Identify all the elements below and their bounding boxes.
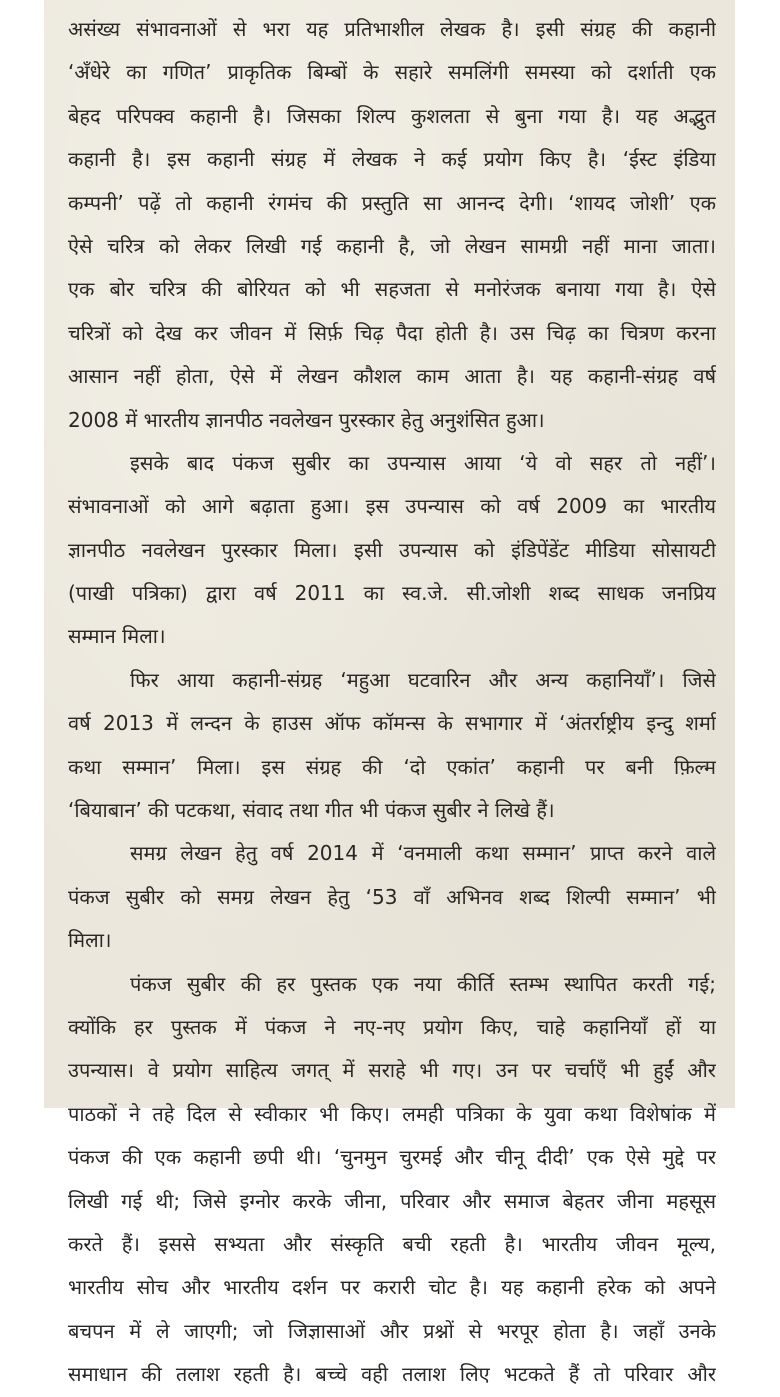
text-line: समाधान की तलाश रहती है। बच्चे वही तलाश लिए भटकते हैं तो परिवार और	[68, 1362, 716, 1387]
text-line: ‘अँधेरे का गणित’ प्राकृतिक बिम्बों के सहारे समलिंगी समस्या को दर्शाती एक	[68, 60, 716, 85]
text-line: इसके बाद पंकज सुबीर का उपन्यास आया ‘ये वो सहर तो नहीं’।	[130, 450, 716, 475]
text-line: उपन्यास। वे प्रयोग साहित्य जगत् में सराहे भी गए। उन पर चर्चाएँ भी हुईं और	[68, 1058, 716, 1083]
text-line: एक बोर चरित्र की बोरियत को भी सहजता से मनोरंजक बनाया गया है। ऐसे	[68, 277, 716, 302]
text-line: असंख्य संभावनाओं से भरा यह प्रतिभाशील लेखक है। इसी संग्रह की कहानी	[68, 17, 716, 41]
text-line: ऐसे चरित्र को लेकर लिखी गई कहानी है, जो लेखन सामग्री नहीं माना जाता।	[68, 233, 716, 258]
text-line: संभावनाओं को आगे बढ़ाता हुआ। इस उपन्यास को वर्ष 2009 का भारतीय	[68, 494, 716, 519]
text-line: लिखी गई थी; जिसे इग्नोर करके जीना, परिवार और समाज बेहतर जीना महसूस	[68, 1188, 716, 1213]
text-line: मिला।	[68, 928, 112, 953]
text-line: समग्र लेखन हेतु वर्ष 2014 में ‘वनमाली कथा सम्मान’ प्राप्त करने वाले	[130, 841, 716, 866]
text-line: बचपन में ले जाएगी; जो जिज्ञासाओं और प्रश्नों से भरपूर होता है। जहाँ उनके	[68, 1318, 716, 1343]
text-line: भारतीय सोच और भारतीय दर्शन पर करारी चोट है। यह कहानी हरेक को अपने	[68, 1275, 716, 1300]
text-line: कम्पनी’ पढ़ें तो कहानी रंगमंच की प्रस्तुति सा आनन्द देगी। ‘शायद जोशी’ एक	[68, 190, 716, 215]
text-line: करते हैं। इससे सभ्यता और संस्कृति बची रहती है। भारतीय जीवन मूल्य,	[68, 1231, 716, 1256]
text-line: बेहद परिपक्व कहानी है। जिसका शिल्प कुशलता से बुना गया है। यह अद्भुत	[68, 103, 716, 128]
text-line: 2008 में भारतीय ज्ञानपीठ नवलेखन पुरस्कार हेतु अनुशंसित हुआ।	[68, 407, 545, 432]
text-line: क्योंकि हर पुस्तक में पंकज ने नए-नए प्रयोग किए, चाहे कहानियाँ हों या	[68, 1014, 716, 1039]
text-line: कथा सम्मान’ मिला। इस संग्रह की ‘दो एकांत’ कहानी पर बनी फ़िल्म	[68, 754, 716, 779]
text-line: पंकज सुबीर को समग्र लेखन हेतु ‘53 वाँ अभिनव शब्द शिल्पी सम्मान’ भी	[68, 884, 716, 909]
text-line: चरित्रों को देख कर जीवन में सिर्फ़ चिढ़ पैदा होती है। उस चिढ़ का चित्रण करना	[68, 320, 716, 345]
text-line: पाठकों ने तहे दिल से स्वीकार भी किए। लमही पत्रिका के युवा कथा विशेषांक में	[68, 1101, 716, 1126]
text-line: ‘बियाबान’ की पटकथा, संवाद तथा गीत भी पंकज सुबीर ने लिखे हैं।	[68, 798, 555, 823]
text-line: ज्ञानपीठ नवलेखन पुरस्कार मिला। इसी उपन्यास को इंडिपेंडेंट मीडिया सोसायटी	[68, 537, 716, 562]
text-line: वर्ष 2013 में लन्दन के हाउस ऑफ कॉमन्स के सभागार में ‘अंतर्राष्ट्रीय इन्दु शर्मा	[68, 711, 716, 736]
text-line: फिर आया कहानी-संग्रह ‘महुआ घटवारिन और अन्य कहानियाँ’। जिसे	[130, 667, 716, 692]
text-line: आसान नहीं होता, ऐसे में लेखन कौशल काम आता है। यह कहानी-संग्रह वर्ष	[68, 364, 716, 389]
text-line: पंकज सुबीर की हर पुस्तक एक नया कीर्ति स्तम्भ स्थापित करती गई;	[130, 971, 716, 996]
scanned-page	[44, 0, 735, 1387]
text-line: पंकज की एक कहानी छपी थी। ‘चुनमुन चुरमई और चीनू दीदी’ एक ऐसे मुद्दे पर	[68, 1145, 716, 1170]
text-line: कहानी है। इस कहानी संग्रह में लेखक ने कई प्रयोग किए है। ‘ईस्ट इंडिया	[68, 147, 716, 172]
body-text	[68, 8, 716, 1397]
text-line: (पाखी पत्रिका) द्वारा वर्ष 2011 का स्व.जे. सी.जोशी शब्द साधक जनप्रिय	[68, 581, 716, 606]
text-line: सम्मान मिला।	[68, 624, 166, 649]
